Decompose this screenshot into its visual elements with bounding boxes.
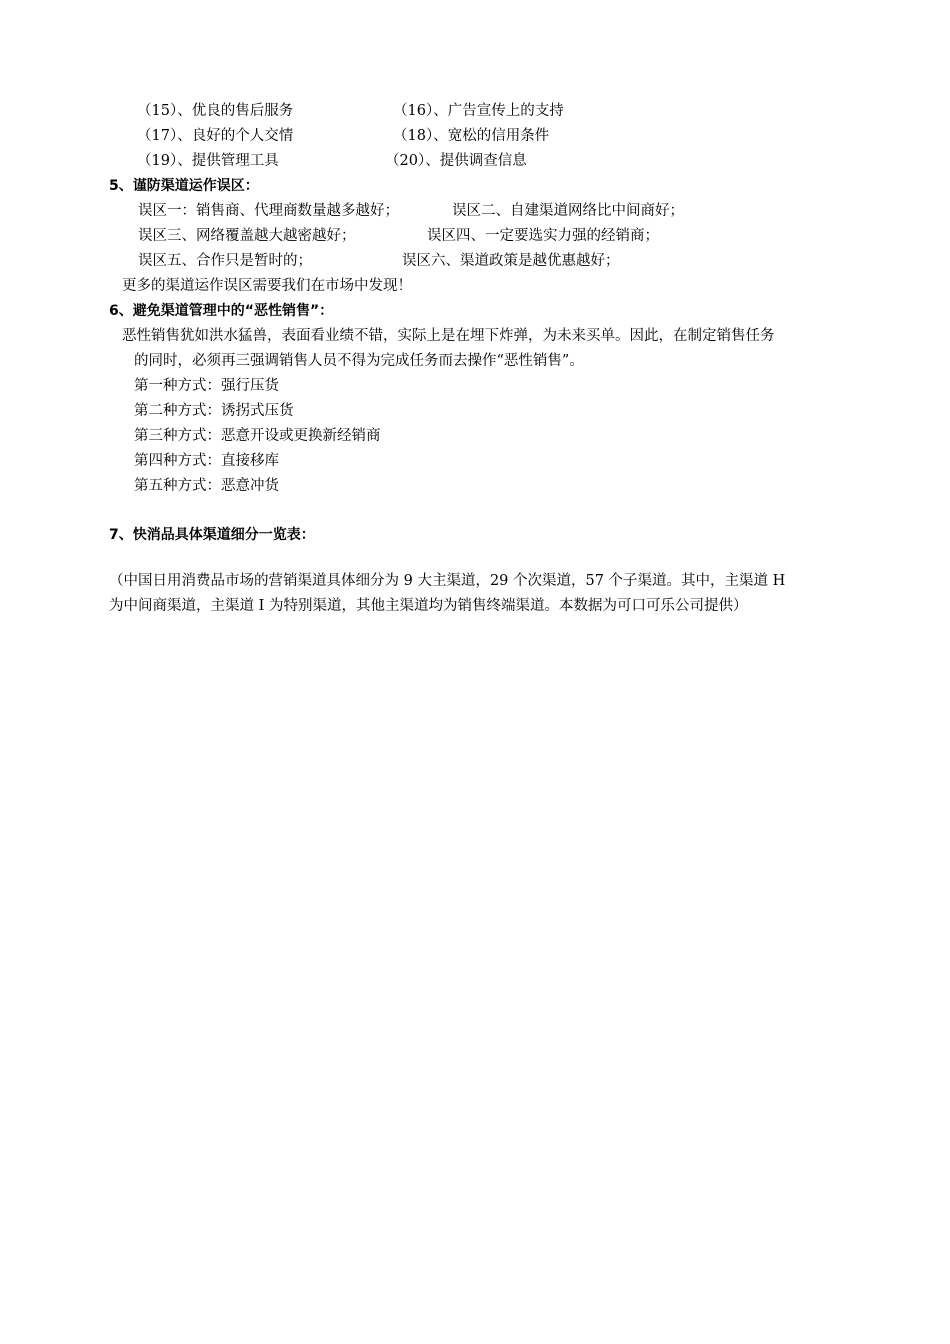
- section-6-paragraph-line-2: 的同时，必须再三强调销售人员不得为完成任务而去操作“恶性销售”。: [134, 353, 584, 369]
- section-5-heading: 5、谨防渠道运作误区：: [109, 178, 259, 194]
- way-2: 第二种方式：诱拐式压货: [134, 403, 294, 419]
- myth-5: 误区五、合作只是暂时的；: [138, 253, 312, 269]
- myth-3: 误区三、网络覆盖越大越密越好；: [138, 228, 356, 244]
- list-item-17: （17）、良好的个人交情: [137, 128, 294, 144]
- myth-2: 误区二、自建渠道网络比中间商好；: [452, 203, 684, 219]
- section-6-paragraph-line-1: 恶性销售犹如洪水猛兽，表面看业绩不错，实际上是在埋下炸弹，为未来买单。因此，在制定销售任务: [122, 328, 775, 344]
- way-5: 第五种方式：恶意冲货: [134, 478, 279, 494]
- section-7-note-line-2: 为中间商渠道，主渠道 I 为特别渠道，其他主渠道均为销售终端渠道。本数据为可口可乐公司提供）: [109, 598, 748, 614]
- list-item-20: （20）、提供调查信息: [385, 153, 527, 169]
- myths-closing: 更多的渠道运作误区需要我们在市场中发现！: [122, 278, 412, 294]
- way-1: 第一种方式：强行压货: [134, 378, 279, 394]
- way-4: 第四种方式：直接移库: [134, 453, 279, 469]
- myth-4: 误区四、一定要选实力强的经销商；: [427, 228, 659, 244]
- list-item-19: （19）、提供管理工具: [137, 153, 279, 169]
- section-6-heading: 6、避免渠道管理中的“恶性销售”：: [109, 303, 334, 319]
- myth-1: 误区一：销售商、代理商数量越多越好；: [138, 203, 399, 219]
- list-item-16: （16）、广告宣传上的支持: [393, 103, 564, 119]
- section-7-heading: 7、快消品具体渠道细分一览表：: [109, 527, 315, 543]
- section-7-note-line-1: （中国日用消费品市场的营销渠道具体细分为 9 大主渠道，29 个次渠道，57 个子渠道。其中，主渠道 H: [109, 573, 786, 589]
- way-3: 第三种方式：恶意开设或更换新经销商: [134, 428, 381, 444]
- myth-6: 误区六、渠道政策是越优惠越好；: [402, 253, 620, 269]
- list-item-18: （18）、宽松的信用条件: [393, 128, 550, 144]
- list-item-15: （15）、优良的售后服务: [137, 103, 294, 119]
